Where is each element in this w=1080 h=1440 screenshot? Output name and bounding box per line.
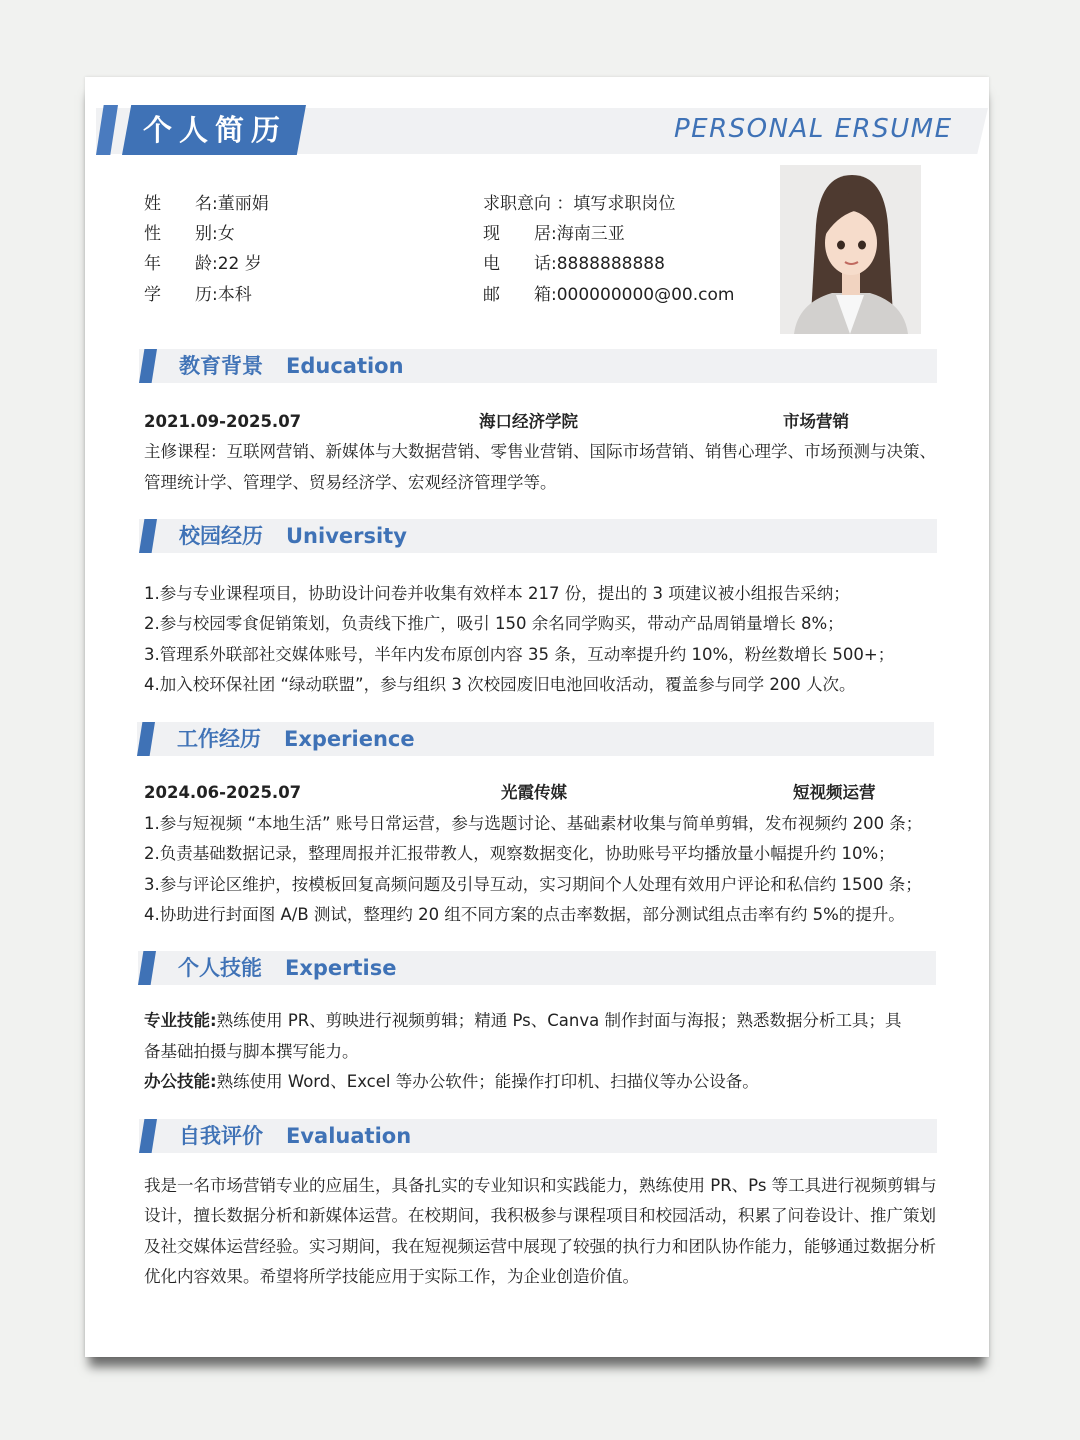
section-title-campus-en: University bbox=[286, 524, 407, 548]
education-period: 2021.09-2025.07 bbox=[144, 412, 302, 431]
section-title-evaluation-en: Evaluation bbox=[286, 1124, 412, 1148]
campus-item: 4.加入校环保社团 “绿动联盟”，参与组织 3 次校园废旧电池回收活动，覆盖参与同学 200 人次。 bbox=[144, 675, 856, 694]
section-title-education: 教育背景 bbox=[179, 354, 263, 378]
section-title-work: 工作经历 bbox=[177, 727, 261, 751]
avatar-illustration-icon bbox=[780, 165, 921, 334]
education-major: 市场营销 bbox=[783, 412, 849, 431]
skills-professional: 专业技能:熟练使用 PR、剪映进行视频剪辑；精通 Ps、Canva 制作封面与海报；熟悉数据分析工具；具 bbox=[144, 1011, 902, 1030]
section-title-work-en: Experience bbox=[284, 727, 415, 751]
profile-photo bbox=[780, 165, 921, 334]
resume-title-en: PERSONAL ERSUME bbox=[674, 114, 953, 144]
campus-item: 1.参与专业课程项目，协助设计问卷并收集有效样本 217 份，提出的 3 项建议被小组报告采纳； bbox=[144, 584, 850, 603]
info-phone: 电 话:8888888888 bbox=[483, 254, 665, 274]
info-age: 年 龄:22 岁 bbox=[144, 254, 262, 274]
skills-professional-line-2: 备基础拍摄与脚本撰写能力。 bbox=[144, 1042, 359, 1061]
campus-item: 2.参与校园零食促销策划，负责线下推广，吸引 150 余名同学购买，带动产品周销量增长 8%； bbox=[144, 614, 844, 633]
work-item: 1.参与短视频 “本地生活” 账号日常运营，参与选题讨论、基础素材收集与简单剪辑，发布视频约 200 条； bbox=[144, 814, 923, 833]
section-title-skills: 个人技能 bbox=[178, 956, 262, 980]
work-company: 光霞传媒 bbox=[501, 783, 567, 802]
info-residence: 现 居:海南三亚 bbox=[483, 224, 625, 244]
work-item: 4.协助进行封面图 A/B 测试，整理约 20 组不同方案的点击率数据，部分测试组点击率有约 5%的提升。 bbox=[144, 905, 905, 924]
work-item: 2.负责基础数据记录，整理周报并汇报带教人，观察数据变化，协助账号平均播放量小幅提升约 10%； bbox=[144, 844, 895, 863]
info-gender: 性 别:女 bbox=[144, 224, 235, 244]
work-item: 3.参与评论区维护，按模板回复高频问题及引导互动，实习期间个人处理有效用户评论和私信约 1500 条； bbox=[144, 875, 922, 894]
evaluation-text: 我是一名市场营销专业的应届生，具备扎实的专业知识和实践能力，熟练使用 PR、Ps 等工具进行视频剪辑与设计，擅长数据分析和新媒体运营。在校期间，我积极参与课程项目和校园活动，积累了问卷设计、推广策划及社交媒体运营经验。实习期间，我在短视频运营中展现了较强的执行力和团队协作能力，能够通过数据分析优化内容效果。希望将所学技能应用于实际工作，为企业创造价值。 bbox=[144, 1176, 937, 1286]
section-title-skills-en: Expertise bbox=[285, 956, 397, 980]
skills-office: 办公技能:熟练使用 Word、Excel 等办公软件；能操作打印机、扫描仪等办公设备。 bbox=[144, 1072, 759, 1091]
info-job-target: 求职意向 ：填写求职岗位 bbox=[483, 194, 676, 214]
work-role: 短视频运营 bbox=[793, 783, 876, 802]
education-courses-line-2: 管理统计学、管理学、贸易经济学、宏观经济管理学等。 bbox=[144, 473, 557, 492]
resume-title: 个人简历 bbox=[143, 113, 288, 147]
info-email: 邮 箱:000000000@00.com bbox=[483, 285, 735, 305]
section-title-education-en: Education bbox=[286, 354, 404, 378]
work-period: 2024.06-2025.07 bbox=[144, 783, 302, 802]
education-courses-line-1: 主修课程：互联网营销、新媒体与大数据营销、零售业营销、国际市场营销、销售心理学、市场预测与决策、 bbox=[144, 442, 936, 461]
education-school: 海口经济学院 bbox=[479, 412, 578, 431]
info-name: 姓 名:董丽娟 bbox=[144, 194, 269, 214]
section-title-evaluation: 自我评价 bbox=[179, 1124, 263, 1148]
campus-item: 3.管理系外联部社交媒体账号，半年内发布原创内容 35 条，互动率提升约 10%，粉丝数增长 500+； bbox=[144, 645, 895, 664]
info-degree: 学 历:本科 bbox=[144, 285, 252, 305]
section-title-campus: 校园经历 bbox=[179, 524, 263, 548]
